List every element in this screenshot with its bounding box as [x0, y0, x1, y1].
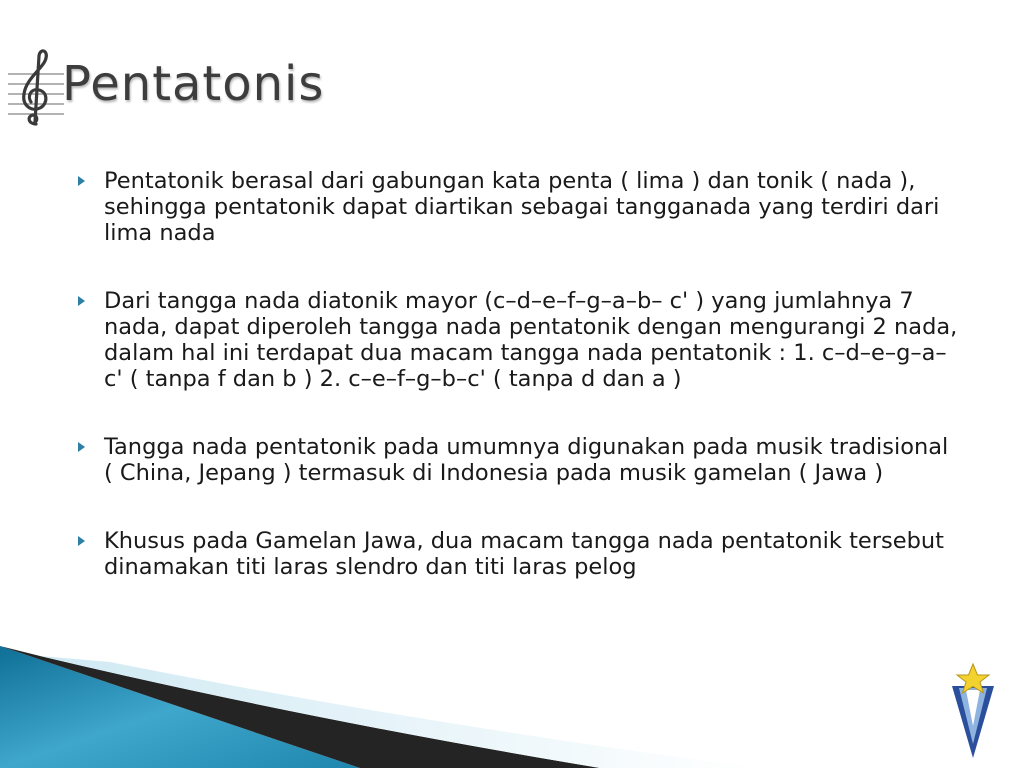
bullet-list — [74, 168, 964, 622]
title-area — [6, 40, 406, 130]
triangle-bullet-icon — [78, 536, 85, 546]
footer-wave-decoration — [0, 638, 1024, 768]
triangle-bullet-icon — [78, 176, 85, 186]
bullet-text: Dari tangga nada diatonik mayor (c–d–e–f–g–a–b– c' ) yang jumlahnya 7 nada, dapat diperoleh tangga nada pentatonik dengan mengurangi 2 nada, dalam hal ini terdapat dua macam tangga nada pentatonik : 1. c–d–e–g–a–c' ( tanpa f dan b ) 2. c–e–f–g–b–c' ( tanpa d dan a ) — [104, 288, 958, 392]
bullet-item — [74, 528, 964, 580]
triangle-bullet-icon — [78, 296, 85, 306]
triangle-bullet-icon — [78, 442, 85, 452]
bullet-item — [74, 288, 964, 392]
bullet-text: Khusus pada Gamelan Jawa, dua macam tangga nada pentatonik tersebut dinamakan titi laras slendro dan titi laras pelog — [104, 528, 944, 580]
bullet-item — [74, 168, 964, 246]
bullet-text: Pentatonik berasal dari gabungan kata penta ( lima ) dan tonik ( nada ), sehingga pentatonik dapat diartikan sebagai tangganada yang terdiri dari lima nada — [104, 168, 940, 246]
star-shield-logo — [942, 662, 1004, 760]
bullet-item — [74, 434, 964, 486]
treble-clef-staff-icon — [6, 44, 66, 130]
slide-title: Pentatonis — [62, 56, 325, 112]
bullet-text: Tangga nada pentatonik pada umumnya digunakan pada musik tradisional ( China, Jepang ) termasuk di Indonesia pada musik gamelan ( Jawa ) — [104, 434, 949, 486]
